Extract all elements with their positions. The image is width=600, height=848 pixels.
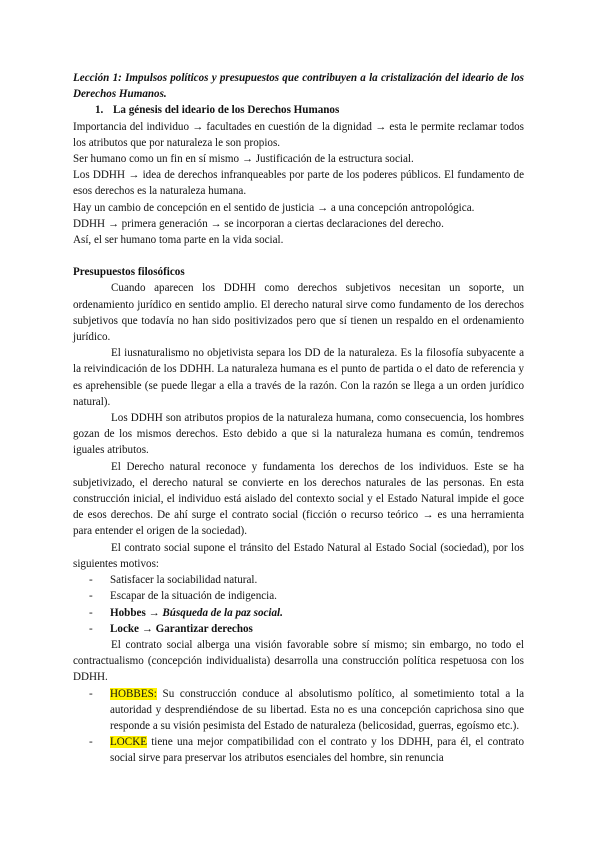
paragraph-5: El contrato social supone el tránsito del Estado Natural al Estado Social (sociedad), por los siguientes motivos: <box>73 541 524 570</box>
list-item <box>73 588 524 604</box>
dash-bullet: - <box>89 574 93 587</box>
dash-bullet: - <box>89 622 93 635</box>
genesis-line-4: Hay un cambio de concepción en el sentido de justicia → a una concepción antropológica. <box>73 201 475 214</box>
dash-bullet: - <box>89 590 93 603</box>
genesis-line-6: Así, el ser humano toma parte en la vida social. <box>73 234 284 247</box>
genesis-line-5: DDHH → primera generación → se incorporan a ciertas declaraciones del derecho. <box>73 217 444 230</box>
section-heading-genesis <box>73 102 524 118</box>
motivo-text-locke: Locke → Garantizar derechos <box>110 622 253 635</box>
genesis-line-2: Ser humano como un fin en sí mismo → Justificación de la estructura social. <box>73 153 414 166</box>
list-item-locke <box>73 734 524 766</box>
highlight-hobbes: HOBBES: <box>110 687 157 700</box>
highlight-locke: LOCKE <box>110 736 147 749</box>
motivo-text-hobbes-italic: Búsqueda de la paz social. <box>162 606 283 619</box>
paragraph-4: El Derecho natural reconoce y fundamenta los derechos de los individuos. Este se ha subjetivizado, el derecho natural se convierte en los derechos naturales de las personas. En esta construcción inicial, el individuo está aislado del contexto social y el Estado Natural impide el goce de esos derechos. De ahí surge el contrato social (ficción o recurso teórico → es una herramienta para entender el origen de la sociedad). <box>73 460 524 538</box>
list-item <box>73 572 524 588</box>
paragraph-1: Cuando aparecen los DDHH como derechos subjetivos necesitan un soporte, un ordenamiento jurídico en sentido amplio. El derecho natural sirve como fundamento de los derechos subjetivos que todavía no han sido positivizados pero que sí tienen un respaldo en el ordenamiento jurídico. <box>73 282 524 344</box>
lesson-title: Lección 1: Impulsos políticos y presupuestos que contribuyen a la cristalización del ideario de los Derechos Humanos. <box>73 72 524 101</box>
motivo-text: Escapar de la situación de indigencia. <box>110 590 277 603</box>
motivos-list <box>73 572 524 637</box>
paragraph-2: El iusnaturalismo no objetivista separa los DD de la naturaleza. Es la filosofía subyacente a la reivindicación de los DDHH. La naturaleza humana es el punto de partida o el dato de referencia y es aprehensible (se puede llegar a ella a través de la razón. Con la razón se llega a un orden jurídico natural). <box>73 347 524 408</box>
dash-bullet: - <box>89 687 93 700</box>
genesis-line-3: Los DDHH → idea de derechos infranqueables por parte de los poderes públicos. El fundamento de esos derechos es la naturaleza humana. <box>73 169 524 198</box>
locke-text: tiene una mejor compatibilidad con el contrato y los DDHH, para él, el contrato social sirve para preservar los atributos esenciales del hombre, sin renuncia <box>110 736 524 765</box>
section-heading-presupuestos: Presupuestos filosóficos <box>73 266 185 279</box>
motivo-text-hobbes: Hobbes → <box>110 606 163 619</box>
section-number: 1. <box>95 104 104 117</box>
hobbes-text: Su construcción conduce al absolutismo político, al sometimiento total a la autoridad y desprendiéndose de su libertad. Esta no es una concepción caprichosa sino que responde a su visión pesimista del Estado de naturaleza (belicosidad, guerras, egoísmo etc.). <box>110 687 524 732</box>
list-item <box>73 621 524 637</box>
dash-bullet: - <box>89 736 93 749</box>
motivo-text: Satisfacer la sociabilidad natural. <box>110 574 258 587</box>
section-heading-text: La génesis del ideario de los Derechos Humanos <box>113 104 340 117</box>
list-item <box>73 605 524 621</box>
document-body <box>73 70 524 767</box>
list-item-hobbes <box>73 686 524 735</box>
genesis-line-1: Importancia del individuo → facultades en cuestión de la dignidad → esta le permite reclamar todos los atributos que por naturaleza le son propios. <box>73 120 524 149</box>
dash-bullet: - <box>89 606 93 619</box>
authors-list <box>73 686 524 767</box>
paragraph-3: Los DDHH son atributos propios de la naturaleza humana, como consecuencia, los hombres gozan de los mismos derechos. Esto debido a que si la naturaleza humana es común, tendremos iguales atributos. <box>73 412 524 457</box>
paragraph-closing: El contrato social alberga una visión favorable sobre sí mismo; sin embargo, no todo el contractualismo (concepción individualista) desarrolla una construcción política respetuosa con los DDHH. <box>73 638 524 684</box>
